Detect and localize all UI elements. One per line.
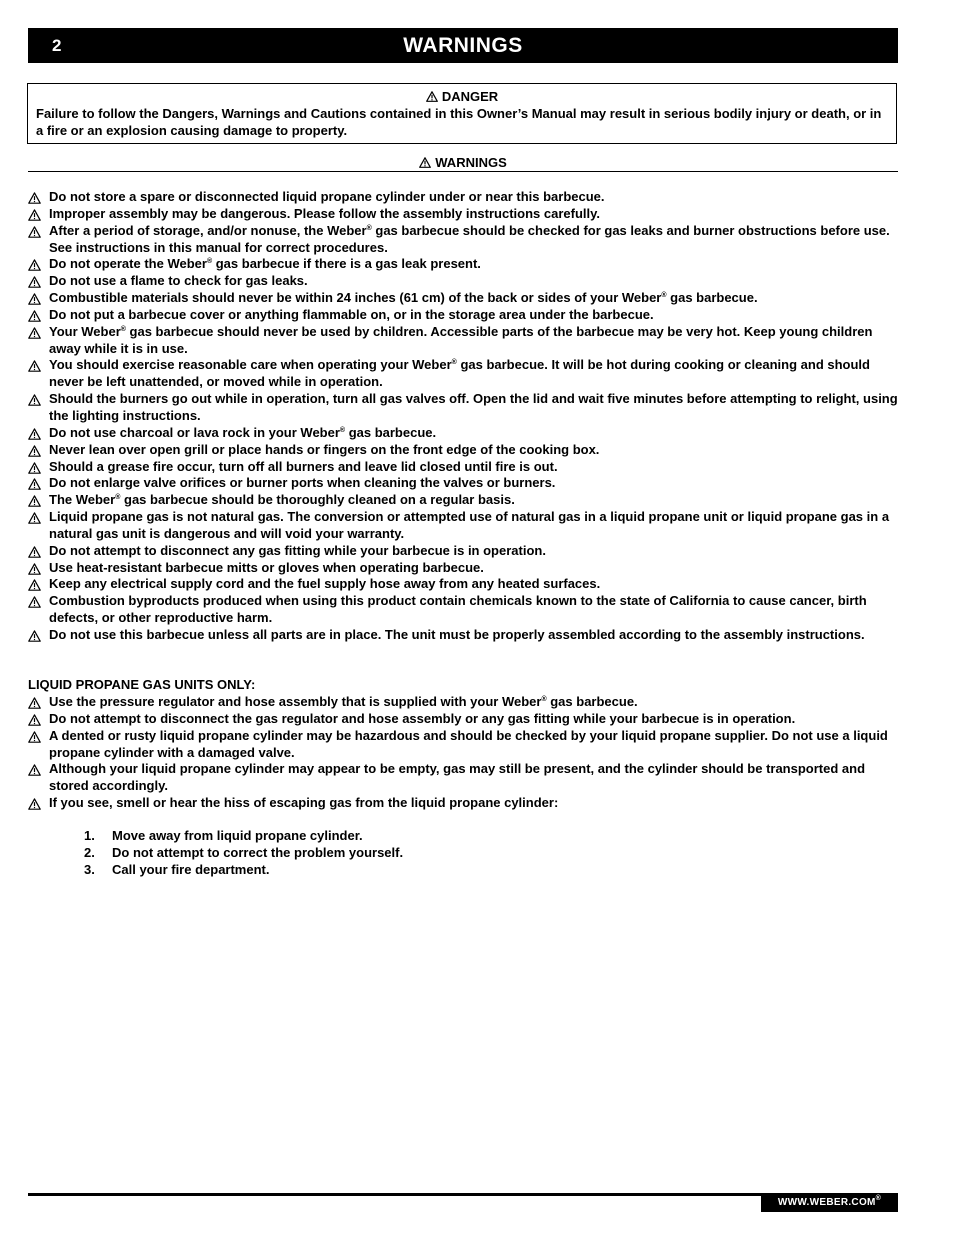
warning-triangle-icon [28,579,41,591]
warning-triangle-icon [28,259,41,271]
page-title: WARNINGS [403,34,523,57]
warnings-divider [28,171,898,172]
warning-item: Keep any electrical supply cord and the fuel supply hose away from any heated surfaces. [28,576,900,593]
warning-triangle-icon [28,445,41,457]
lp-warning-item: A dented or rusty liquid propane cylinder may be hazardous and should be checked by your liquid propane supplier. Do not use a liquid propane cylinder with a damaged valve. [28,728,900,762]
warning-triangle-icon [28,714,41,726]
warning-item: Should the burners go out while in operation, turn all gas valves off. Open the lid and wait five minutes before attempting to relight, using the lighting instructions. [28,391,900,425]
warning-triangle-icon [28,563,41,575]
lp-warning-item: Although your liquid propane cylinder may appear to be empty, gas may still be present, and the cylinder should be transported and stored accordingly. [28,761,900,795]
warnings-list [28,189,900,644]
warning-triangle-icon [28,293,41,305]
header-bar [28,28,898,63]
warning-triangle-icon [28,697,41,709]
warning-item: Do not attempt to disconnect any gas fitting while your barbecue is in operation. [28,543,900,560]
step-number: 1. [84,828,95,843]
warning-triangle-icon [28,428,41,440]
warning-triangle-icon [28,462,41,474]
lp-warnings-list [28,694,900,812]
warning-triangle-icon [28,209,41,221]
warning-triangle-icon [28,798,41,810]
warning-triangle-icon [28,360,41,372]
warning-triangle-icon [28,512,41,524]
warning-triangle-icon [28,226,41,238]
lp-warning-item: Use the pressure regulator and hose assembly that is supplied with your Weber® gas barbecue. [28,694,900,711]
warning-item: Do not operate the Weber® gas barbecue if there is a gas leak present. [28,256,900,273]
warning-item: Improper assembly may be dangerous. Please follow the assembly instructions carefully. [28,206,900,223]
warning-item: Never lean over open grill or place hands or fingers on the front edge of the cooking box. [28,442,900,459]
warning-item: Do not use a flame to check for gas leaks. [28,273,900,290]
step-item [84,845,403,862]
step-number: 3. [84,861,95,877]
warning-triangle-icon [28,495,41,507]
warning-item: Do not enlarge valve orifices or burner ports when cleaning the valves or burners. [28,475,900,492]
warning-triangle-icon [28,394,41,406]
warning-item: Do not store a spare or disconnected liquid propane cylinder under or near this barbecue. [28,189,900,206]
warning-triangle-icon [28,731,41,743]
page-number: 2 [52,36,62,55]
warning-item: After a period of storage, and/or nonuse, the Weber® gas barbecue should be checked for gas leaks and burner obstructions before use. See instructions in this manual for correct procedures. [28,223,900,257]
warning-triangle-icon [28,276,41,288]
warning-item: Do not use charcoal or lava rock in your Weber® gas barbecue. [28,425,900,442]
danger-title [28,89,896,106]
warning-item: Do not put a barbecue cover or anything flammable on, or in the storage area under the barbecue. [28,307,900,324]
step-text: Do not attempt to correct the problem yourself. [112,844,404,860]
warning-triangle-icon [28,596,41,608]
warning-triangle-icon [426,91,438,102]
warnings-heading-text: WARNINGS [435,155,507,170]
warning-triangle-icon [28,192,41,204]
warning-triangle-icon [28,546,41,558]
warning-item: Do not use this barbecue unless all parts are in place. The unit must be properly assembled according to the assembly instructions. [28,627,900,644]
warning-item: Combustion byproducts produced when using this product contain chemicals known to the state of California to cause cancer, birth defects, or other reproductive harm. [28,593,900,627]
warning-triangle-icon [28,310,41,322]
danger-box [27,83,897,144]
warning-item: Your Weber® gas barbecue should never be used by children. Accessible parts of the barbecue may be very hot. Keep young children away while it is in use. [28,324,900,358]
step-number: 2. [84,844,95,860]
warning-item: Should a grease fire occur, turn off all burners and leave lid closed until fire is out. [28,459,900,476]
danger-title-text: DANGER [441,89,499,104]
lp-section-heading: LIQUID PROPANE GAS UNITS ONLY: [28,677,256,692]
emergency-steps [84,828,403,879]
warning-triangle-icon [28,630,41,642]
lp-warning-item: Do not attempt to disconnect the gas regulator and hose assembly or any gas fitting while your barbecue is in operation. [28,711,900,728]
warning-triangle-icon [28,764,41,776]
warning-item: Combustible materials should never be within 24 inches (61 cm) of the back or sides of your Weber® gas barbecue. [28,290,900,307]
warnings-heading [28,155,898,170]
warning-triangle-icon [419,157,431,168]
footer-url[interactable]: WWW.WEBER.COM® [761,1193,898,1212]
step-item [84,828,403,845]
lp-warning-item: If you see, smell or hear the hiss of escaping gas from the liquid propane cylinder: [28,795,900,812]
warning-triangle-icon [28,327,41,339]
step-text: Move away from liquid propane cylinder. [112,828,363,843]
warning-item: The Weber® gas barbecue should be thoroughly cleaned on a regular basis. [28,492,900,509]
step-item [84,862,403,879]
warning-item: You should exercise reasonable care when operating your Weber® gas barbecue. It will be hot during cooking or cleaning and should never be left unattended, or moved while in operation. [28,357,900,391]
step-text: Call your fire department. [112,861,270,877]
warning-item: Use heat-resistant barbecue mitts or gloves when operating barbecue. [28,560,900,577]
warning-item: Liquid propane gas is not natural gas. The conversion or attempted use of natural gas in a liquid propane unit or liquid propane gas in a natural gas unit is dangerous and will void your warranty. [28,509,900,543]
danger-text: Failure to follow the Dangers, Warnings and Cautions contained in this Owner’s Manual may result in serious bodily injury or death, or in a fire or an explosion causing damage to property. [36,106,882,138]
warning-triangle-icon [28,478,41,490]
